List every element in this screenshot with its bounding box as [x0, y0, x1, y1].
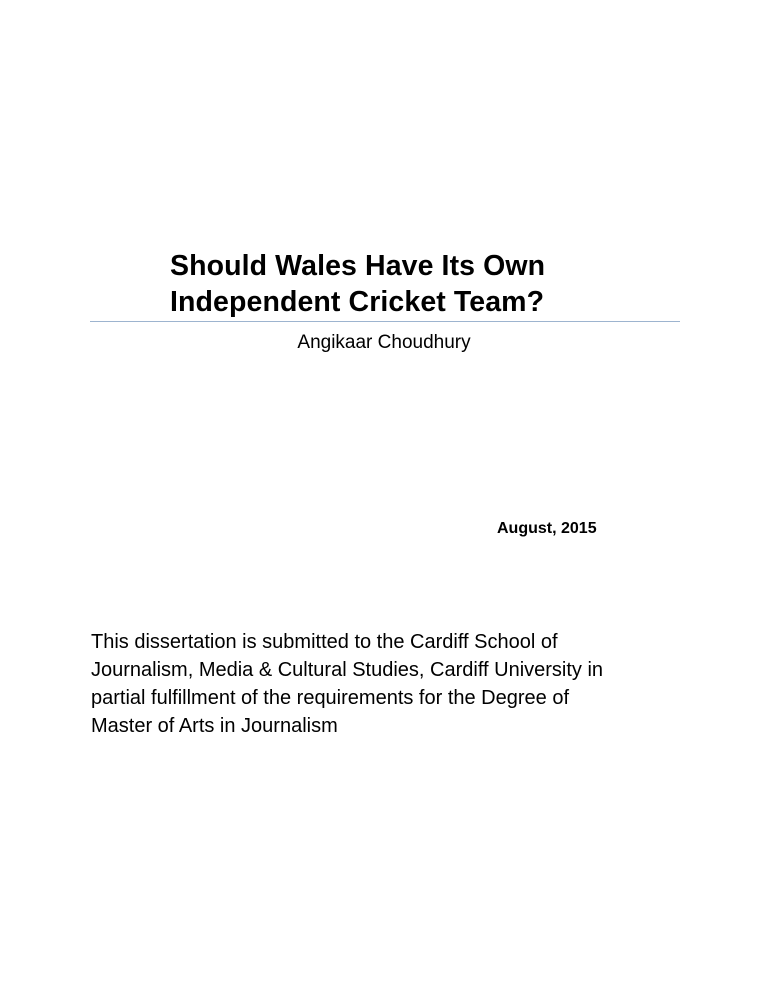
title-line-1: Should Wales Have Its Own	[170, 250, 546, 282]
page-title	[170, 248, 690, 320]
title-line-2: Independent Cricket Team?	[170, 286, 545, 318]
statement-line-2: Journalism, Media & Cultural Studies, Cardiff University in	[91, 659, 604, 681]
title-divider	[90, 321, 680, 322]
author-name: Angikaar Choudhury	[297, 332, 471, 353]
statement-line-1: This dissertation is submitted to the Cardiff School of	[91, 631, 558, 653]
submission-date: August, 2015	[497, 520, 597, 537]
statement-line-3: partial fulfillment of the requirements for the Degree of	[91, 687, 570, 709]
statement-line-4: Master of Arts in Journalism	[91, 715, 338, 737]
submission-statement	[91, 628, 691, 740]
